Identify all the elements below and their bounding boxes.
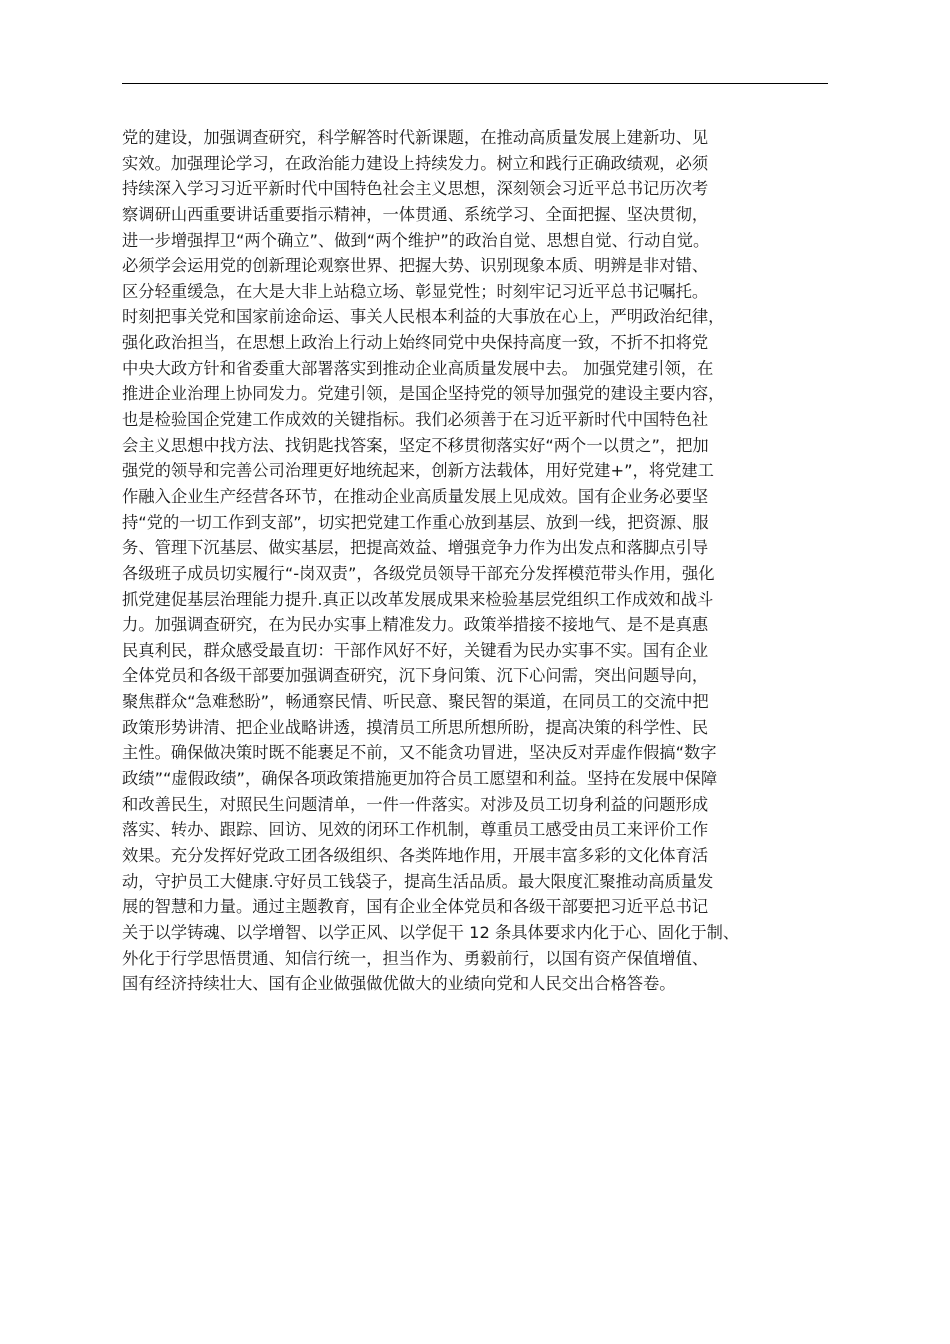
body-text-line: 持“党的一切工作到支部”，切实把党建工作重心放到基层、放到一线，把资源、服 (122, 512, 709, 532)
body-text-line: 持续深入学习习近平新时代中国特色社会主义思想，深刻领会习近平总书记历次考 (122, 179, 709, 199)
body-text-line: 强党的领导和完善公司治理更好地统起来，创新方法载体，用好党建+”，将党建工 (122, 461, 714, 481)
body-text-line: 民真利民，群众感受最直切：干部作风好不好，关键看为民办实事不实。国有企业 (122, 640, 709, 660)
body-text-line: 主性。确保做决策时既不能裹足不前，又不能贪功冒进，坚决反对弄虚作假搞“数字 (122, 743, 717, 763)
body-text-line: 政策形势讲清、把企业战略讲透，摸清员工所思所想所盼，提高决策的科学性、民 (122, 717, 709, 737)
body-text-line: 中央大政方针和省委重大部署落实到推动企业高质量发展中去。 加强党建引领，在 (122, 358, 714, 378)
body-text-line: 抓党建促基层治理能力提升.真正以改革发展成果来检验基层党组织工作成效和战斗 (122, 589, 714, 609)
body-text-line: 各级班子成员切实履行“-岗双责”，各级党员领导干部充分发挥模范带头作用，强化 (122, 563, 715, 583)
header-rule (122, 83, 828, 84)
body-text-line: 落实、转办、跟踪、回访、见效的闭环工作机制，尊重员工感受由员工来评价工作 (122, 820, 709, 840)
body-text-line: 力。加强调查研究，在为民办实事上精准发力。政策举措接不接地气、是不是真惠 (122, 615, 709, 635)
body-text-line: 国有经济持续壮大、国有企业做强做优做大的业绩向党和人民交出合格答卷。 (122, 974, 676, 994)
body-text-line: 聚焦群众“急难愁盼”，畅通察民情、听民意、聚民智的渠道，在同员工的交流中把 (122, 692, 709, 712)
body-text-line: 务、管理下沉基层、做实基层，把提高效益、增强竞争力作为出发点和落脚点引导 (122, 538, 709, 558)
body-text-line: 作融入企业生产经营各环节，在推动企业高质量发展上见成效。国有企业务必要坚 (122, 486, 709, 506)
body-text-line: 展的智慧和力量。通过主题教育，国有企业全体党员和各级干部要把习近平总书记 (122, 897, 709, 917)
body-text-line: 动，守护员工大健康.守好员工钱袋子，提高生活品质。最大限度汇聚推动高质量发 (122, 871, 714, 891)
body-text-line: 进一步增强捍卫“两个确立”、做到“两个维护”的政治自觉、思想自觉、行动自觉。 (122, 230, 710, 250)
body-text-line: 实效。加强理论学习，在政治能力建设上持续发力。树立和践行正确政绩观，必须 (122, 153, 709, 173)
body-text-line: 全体党员和各级干部要加强调查研究，沉下身问策、沉下心问需，突出问题导向， (122, 666, 709, 686)
body-text-line: 政绩”“虚假政绩”，确保各项政策措施更加符合员工愿望和利益。坚持在发展中保障 (122, 769, 718, 789)
body-text-line: 和改善民生，对照民生问题清单，一件一件落实。对涉及员工切身利益的问题形成 (122, 794, 709, 814)
body-text-line: 也是检验国企党建工作成效的关键指标。我们必须善于在习近平新时代中国特色社 (122, 410, 709, 430)
body-text (122, 125, 834, 997)
body-text-line: 会主义思想中找方法、找钥匙找答案，坚定不移贯彻落实好“两个一以贯之”，把加 (122, 435, 709, 455)
body-text-line: 察调研山西重要讲话重要指示精神，一体贯通、系统学习、全面把握、坚决贯彻， (122, 204, 709, 224)
body-text-line: 效果。充分发挥好党政工团各级组织、各类阵地作用，开展丰富多彩的文化体育活 (122, 845, 709, 865)
body-text-line: 关于以学铸魂、以学增智、以学正风、以学促干 12 条具体要求内化于心、固化于制、 (122, 922, 740, 942)
body-text-line: 时刻把事关党和国家前途命运、事关人民根本利益的大事放在心上，严明政治纪律， (122, 307, 725, 327)
body-text-line: 必须学会运用党的创新理论观察世界、把握大势、识别现象本质、明辨是非对错、 (122, 256, 709, 276)
body-text-line: 外化于行学思悟贯通、知信行统一，担当作为、勇毅前行，以国有资产保值增值、 (122, 948, 709, 968)
body-text-line: 党的建设，加强调查研究，科学解答时代新课题，在推动高质量发展上建新功、见 (122, 128, 709, 147)
body-text-line: 区分轻重缓急，在大是大非上站稳立场、彰显党性；时刻牢记习近平总书记嘱托。 (122, 281, 709, 301)
body-text-line: 强化政治担当，在思想上政治上行动上始终同党中央保持高度一致，不折不扣将党 (122, 333, 709, 353)
body-text-line: 推进企业治理上协同发力。党建引领，是国企坚持党的领导加强党的建设主要内容， (122, 384, 725, 404)
